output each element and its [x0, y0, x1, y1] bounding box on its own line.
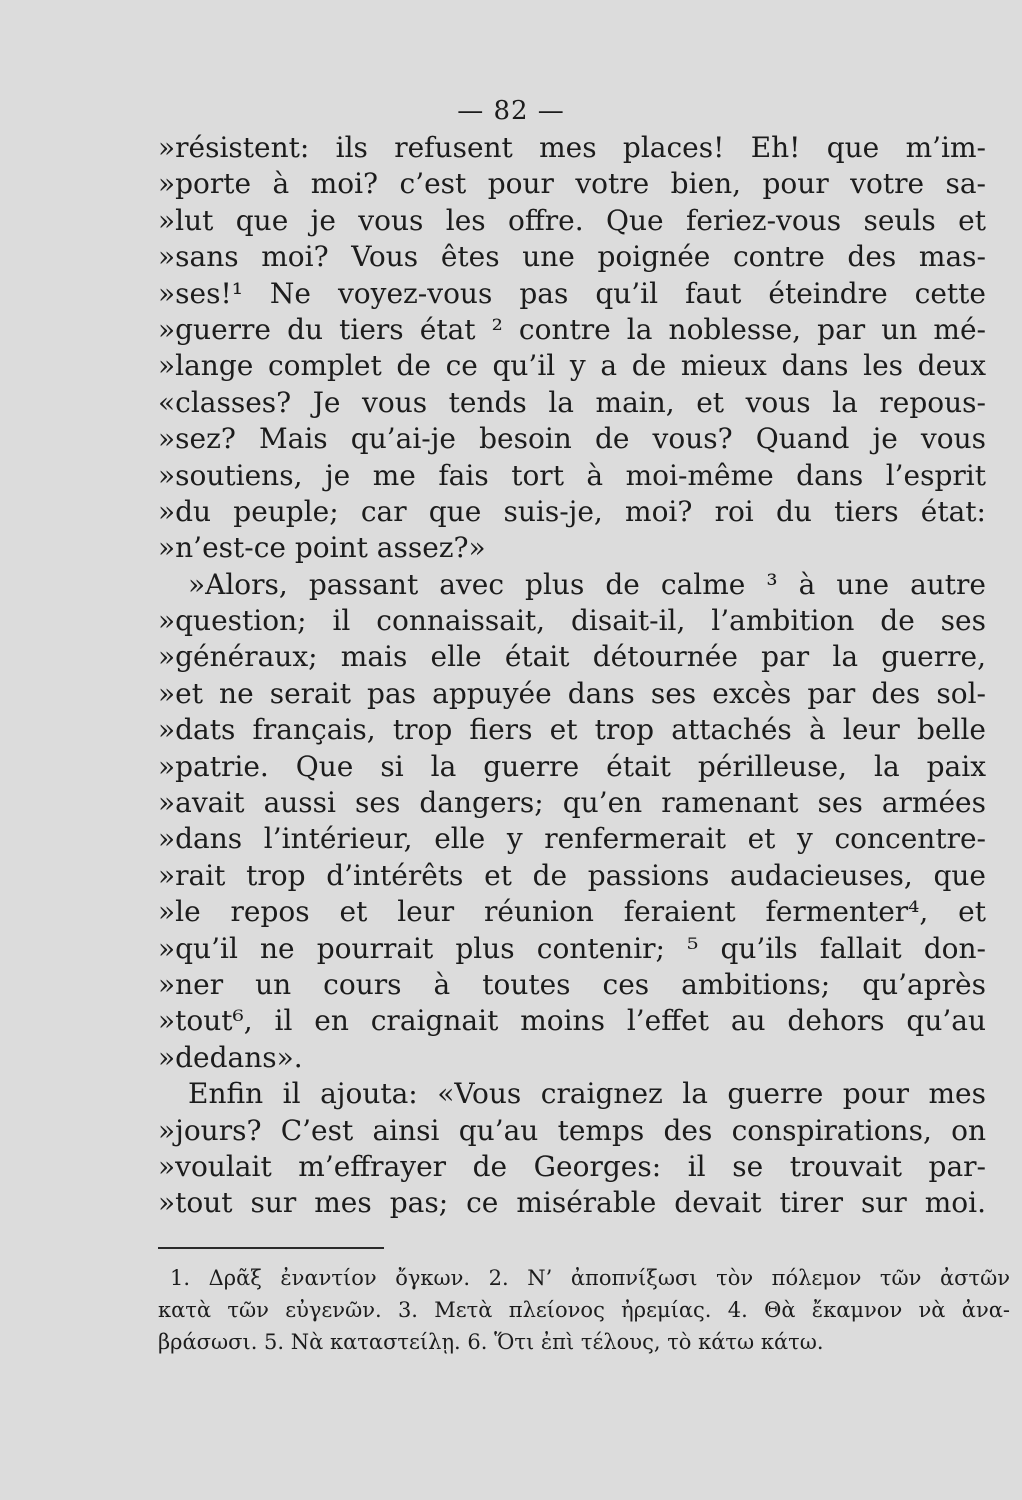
body-line: »dans l’intérieur, elle y renfermerait et y concentre-: [158, 822, 986, 856]
body-line: »ses!¹ Ne voyez-vous pas qu’il faut éteindre cette: [158, 276, 986, 310]
body-line: »jours? C’est ainsi qu’au temps des conspirations, on: [158, 1113, 986, 1147]
body-line: »sez? Mais qu’ai-je besoin de vous? Quand je vous: [158, 422, 986, 456]
body-line: »dedans».: [158, 1040, 303, 1074]
body-line: »ner un cours à toutes ces ambitions; qu’après: [158, 967, 986, 1001]
body-line: »question; il connaissait, disait-il, l’ambition de ses: [158, 604, 986, 638]
body-line: »rait trop d’intérêts et de passions audacieuses, que: [158, 858, 986, 892]
body-line: »résistent: ils refusent mes places! Eh! que m’im-: [158, 131, 986, 164]
body-line: Enfin il ajouta: «Vous craignez la guerre pour mes: [188, 1077, 986, 1111]
body-line: »tout sur mes pas; ce misérable devait tirer sur moi.: [158, 1186, 986, 1220]
body-line: »le repos et leur réunion feraient fermenter⁴, et: [158, 895, 986, 929]
body-line: »Alors, passant avec plus de calme ³ à une autre: [188, 567, 986, 601]
body-line: »guerre du tiers état ² contre la noblesse, par un mé-: [158, 312, 986, 346]
body-line: »dats français, trop fiers et trop attachés à leur belle: [158, 713, 986, 747]
body-line: »n’est-ce point assez?»: [158, 531, 486, 565]
body-line: »qu’il ne pourrait plus contenir; ⁵ qu’ils fallait don-: [158, 931, 986, 965]
body-line: »porte à moi? c’est pour votre bien, pour votre sa-: [158, 167, 986, 201]
body-line: »sans moi? Vous êtes une poignée contre des mas-: [158, 240, 986, 274]
body-line: »généraux; mais elle était détournée par la guerre,: [158, 640, 986, 674]
body-line: »et ne serait pas appuyée dans ses excès par des sol-: [158, 676, 986, 710]
footnote-line: κατὰ τῶν εὐγενῶν. 3. Μετὰ πλείονος ἠρεμίας. 4. Θὰ ἔκαμνον νὰ ἀνα-: [158, 1298, 1010, 1322]
page-number: — 82 —: [457, 96, 565, 126]
footnote-line: 1. Δρᾶξ ἐναντίον ὄγκων. 2. Ν’ ἀποπνίξωσι τὸν πόλεμον τῶν ἀστῶν: [170, 1266, 1010, 1290]
body-line: »avait aussi ses dangers; qu’en ramenant ses armées: [158, 786, 986, 820]
body-text: [158, 130, 986, 1222]
body-line: »tout⁶, il en craignait moins l’effet au dehors qu’au: [158, 1004, 986, 1038]
body-line: »patrie. Que si la guerre était périlleuse, la paix: [158, 749, 986, 783]
footnote-line: βράσωσι. 5. Νὰ καταστείλῃ. 6. Ὅτι ἐπὶ τέλους, τὸ κάτω κάτω.: [158, 1330, 824, 1354]
footnote-divider: [158, 1247, 384, 1249]
body-line: »soutiens, je me fais tort à moi-même dans l’esprit: [158, 458, 986, 492]
body-line: »du peuple; car que suis-je, moi? roi du tiers état:: [158, 494, 986, 528]
body-line: »voulait m’effrayer de Georges: il se trouvait par-: [158, 1149, 986, 1183]
footnotes: [158, 1262, 1010, 1358]
body-line: «classes? Je vous tends la main, et vous la repous-: [158, 385, 986, 419]
body-line: »lut que je vous les offre. Que feriez-vous seuls et: [158, 203, 986, 237]
body-line: »lange complet de ce qu’il y a de mieux dans les deux: [158, 349, 986, 383]
